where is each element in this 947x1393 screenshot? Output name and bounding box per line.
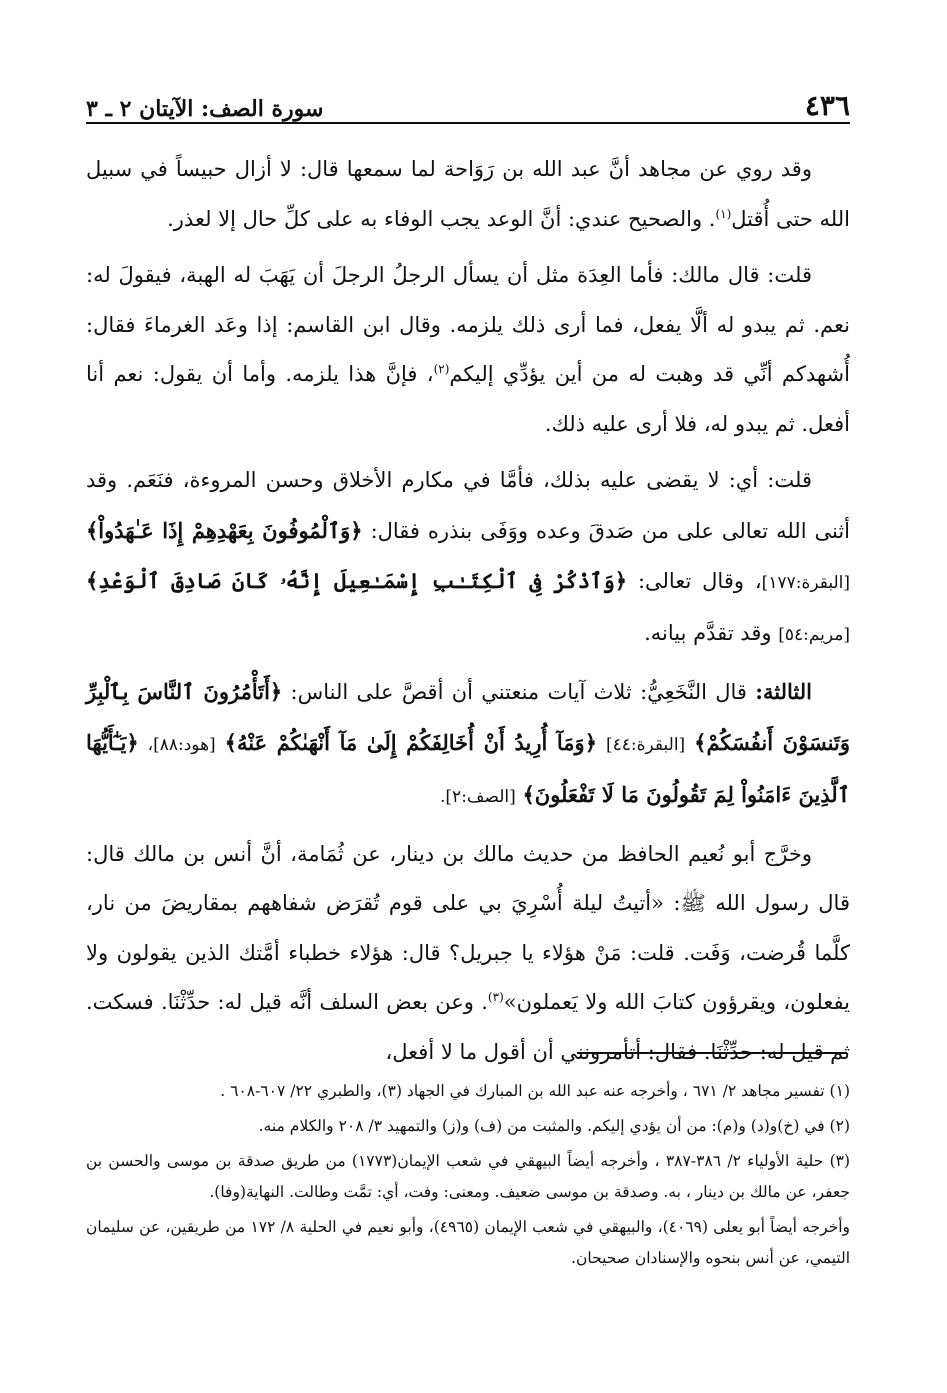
paragraph-1 — [86, 145, 850, 244]
running-title: سورة الصف: الآيتان ٢ ـ ٣ — [86, 96, 324, 122]
paragraph-text: وقد تقدَّم بيانه. — [644, 620, 772, 645]
footnote-ref-2: (٢) — [433, 362, 450, 376]
quran-verse: ﴿يَـٰٓأَيُّهَا ٱلَّذِينَ ءَامَنُواْ لِمَ تَقُولُونَ مَا لَا تَفْعَلُونَ﴾ — [86, 729, 850, 807]
page-header — [86, 80, 850, 120]
footnote-ref-3: (٣) — [487, 990, 504, 1004]
footnote-3-continuation: وأخرجه أيضاً أبو يعلى (٤٠٦٩)، والبيهقي في شعب الإيمان (٤٩٦٥)، وأبو نعيم في الحلية ٨/ ١٧٢ من طريقين، عن سليمان التيمي، عن أنس بنحوه والإسنادان صحيحان. — [86, 1218, 850, 1267]
verse-reference: [مريم:٥٤] — [778, 624, 850, 645]
paragraph-text: وخرَّج أبو نُعيم الحافظ من حديث مالك بن دينار، عن ثُمَامة، أنَّ أنس بن مالك قال: قال رسول الله ﷺ: «أتيتُ ليلة أُسْرِيَ بي على قوم تُقرَض شفاههم بمقاريضَ من نار، كلَّما قُرضت، وَفَت. قلت: مَنْ هؤلاء يا جبريل؟ قال: هؤلاء خطباء أمَّتك الذين يقولون ولا يفعلون، ويقرؤون كتابَ الله ولا يَعملون» — [86, 841, 850, 1014]
footnote-3: (٣) حلية الأولياء ٢/ ٣٨٦-٣٨٧ ، وأخرجه أيضاً البيهقي في شعب الإيمان(١٧٧٣) من طريق صدقة بن موسى والحسن بن جعفر، عن مالك بن دينار ، به. وصدقة بن موسى ضعيف. ومعنى: وفت، أي: تمَّت وطالت. النهاية(وفا). — [86, 1152, 851, 1201]
footnote-divider — [577, 1052, 847, 1054]
verse-reference: [البقرة:٤٤] — [605, 734, 686, 755]
paragraph-4 — [86, 667, 850, 823]
paragraph-text: ، فإنَّ هذا يلزمه. وأما أن يقول: نعم أنا أفعل. ثم يبدو له، فلا أرى عليه ذلك. — [86, 362, 850, 436]
header-divider — [86, 122, 850, 124]
verse-reference: [هود:٨٨]، — [147, 734, 216, 755]
footnote-2: (٢) في (خ)و(د) و(م): من أن يؤدي إليكم. والمثبت من (ف) و(ز) والتمهيد ٣/ ٢٠٨ والكلام منه. — [258, 1117, 850, 1135]
paragraph-5 — [86, 830, 850, 1078]
paragraph-3 — [86, 456, 850, 660]
section-heading: الثالثة: — [755, 679, 812, 704]
paragraph-text: ، وقال تعالى: — [637, 569, 762, 593]
quran-verse: ﴿وَٱذْكُرْ فِى ٱلْكِتَـٰبِ إِسْمَـٰعِيلَ إِنَّهُۥ كَانَ صَادِقَ ٱلْوَعْدِ﴾ — [86, 568, 628, 593]
quran-verse: ﴿وَمَآ أُرِيدُ أَنْ أُخَالِفَكُمْ إِلَىٰ مَآ أَنْهَىٰكُمْ عَنْهُ﴾ — [224, 729, 597, 755]
page-number: ٤٣٦ — [804, 89, 850, 122]
footnote-ref-1: (١) — [715, 206, 732, 221]
paragraph-text: . والصحيح عندي: أنَّ الوعد يجب الوفاء به على كلِّ حال إلا لعذر. — [167, 206, 716, 231]
paragraph-text: قال النَّخَعِيُّ: ثلاث آيات منعتني أن أقصَّ على الناس: — [290, 680, 747, 704]
verse-reference: [البقرة:١٧٧] — [761, 573, 850, 593]
paragraph-text: قلت: قال مالك: فأما العِدَة مثل أن يسأل الرجلُ الرجلَ أن يَهَبَ له الهبة، فيقولَ له: نعم. ثم يبدو له ألَّا يفعل، فما أرى ذلك يلزمه. وقال ابن القاسم: إذا وعَد الغرماءَ فقال: أُشهدكم أنِّي قد وهبت له من أين يؤدِّي إليكم — [86, 263, 850, 386]
footnote-1: (١) تفسير مجاهد ٢/ ٦٧١ ، وأخرجه عنه عبد الله بن المبارك في الجهاد (٣)، والطبري ٢٢/ ٦٠٧-٦٠٨ . — [220, 1082, 850, 1100]
footnotes — [86, 1076, 850, 1278]
verse-reference: [الصف:٢]. — [440, 787, 516, 807]
main-text — [86, 145, 850, 1084]
quran-verse: ﴿أَتَأْمُرُونَ ٱلنَّاسَ بِٱلْبِرِّ وَتَنسَوْنَ أَنفُسَكُمْ﴾ — [86, 679, 851, 755]
paragraph-text: قلت: أي: لا يقضى عليه بذلك، فأمَّا في مكارم الأخلاق وحسن المروءة، فنَعَم. وقد أثنى الله تعالى على من صَدقَ وعده ووَفَى بنذره فقال: — [86, 468, 850, 543]
paragraph-2 — [86, 251, 850, 449]
quran-verse: ﴿وَٱلْمُوفُونَ بِعَهْدِهِمْ إِذَا عَـٰهَدُواْ﴾ — [86, 517, 363, 543]
paragraph-text: . وعن بعض السلف أنَّه قيل له: حدِّثْنَا. فسكت. ثم قيل له: حدِّثْنَا. فقال: أتأمرونني أن أقول ما لا أفعل، — [86, 990, 850, 1064]
paragraph-text: وقد روي عن مجاهد أنَّ عبد الله بن رَوَاحة لما سمعها قال: لا أزال حبيساً في سبيل الله حتى أُقتل — [86, 157, 850, 231]
